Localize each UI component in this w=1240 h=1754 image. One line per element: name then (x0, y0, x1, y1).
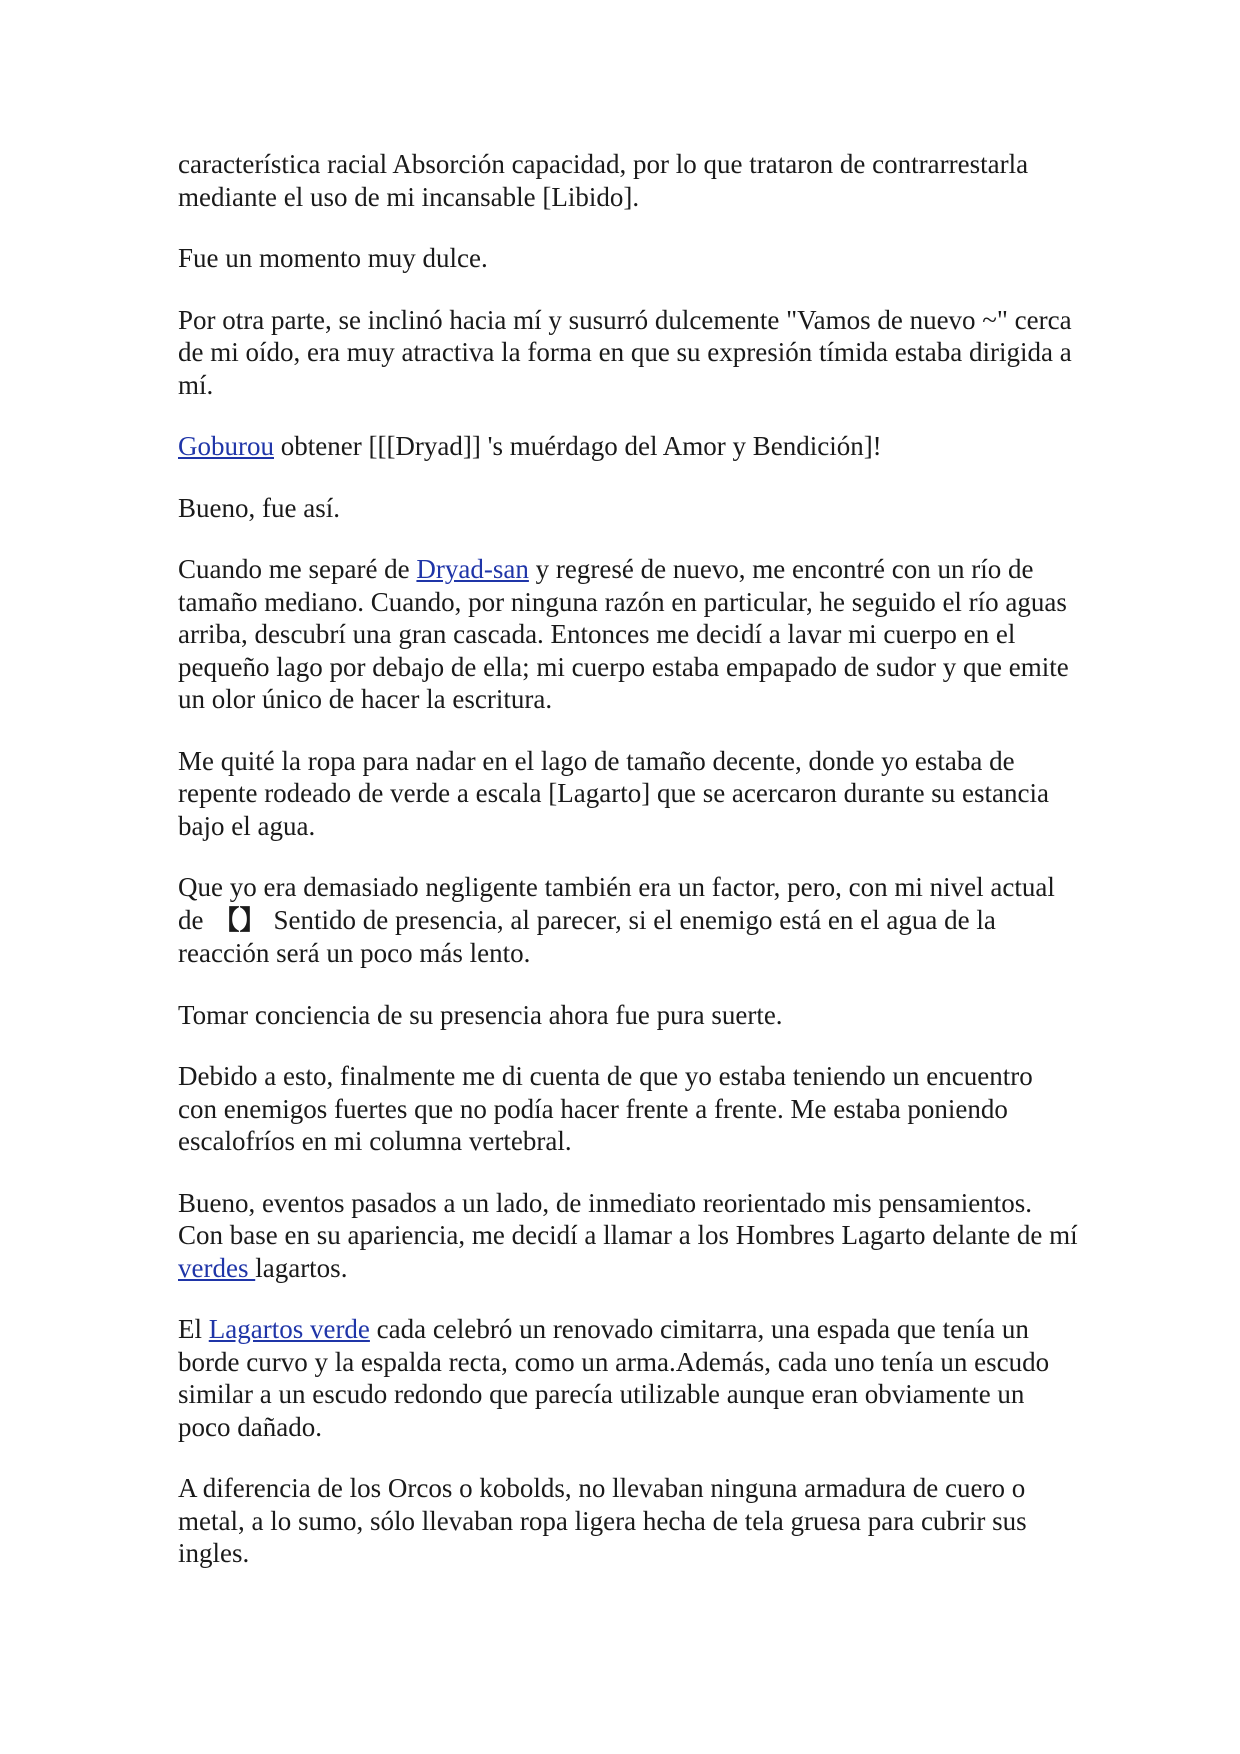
paragraph-8-text-before: Que yo era demasiado negligente también era un factor, pero, con mi nivel actual de (178, 872, 1055, 935)
paragraph-8-text-after: Sentido de presencia, al parecer, si el enemigo está en el agua de la reacción será un poco más lento. (178, 904, 996, 968)
document-page (178, 148, 1078, 1599)
paragraph-4 (178, 430, 1078, 463)
empty-skill-brackets: 【】 (213, 905, 266, 936)
paragraph-11-text-after: lagartos. (255, 1252, 348, 1283)
paragraph-8 (178, 871, 1078, 970)
paragraph-6-text-after: y regresé de nuevo, me encontré con un río de tamaño mediano. Cuando, por ninguna razón en particular, he seguido el río aguas arriba, descubrí una gran cascada. Entonces me decidí a lavar mi cuerpo en el pequeño lago por debajo de ella; mi cuerpo estaba empapado de sudor y que emite un olor único de hacer la escritura. (178, 554, 1069, 714)
paragraph-6-text-before: Cuando me separé de (178, 554, 417, 584)
dryad-san-link[interactable]: Dryad-san (416, 554, 529, 584)
paragraph-4-text: obtener [[[Dryad]] 's muérdago del Amor y Bendición]! (274, 431, 882, 461)
paragraph-2: Fue un momento muy dulce. (178, 243, 488, 273)
paragraph-10: Debido a esto, finalmente me di cuenta de que yo estaba teniendo un encuentro con enemigos fuertes que no podía hacer frente a frente. Me estaba poniendo escalofríos en mi columna vertebral. (178, 1061, 1033, 1156)
paragraph-11-text-before: Bueno, eventos pasados a un lado, de inmediato reorientado mis pensamientos. Con base en su apariencia, me decidí a llamar a los Hombres Lagarto delante de mí (178, 1187, 1078, 1250)
paragraph-12-text-after: cada celebró un renovado cimitarra, una espada que tenía un borde curvo y la espalda recta, como un arma.Además, cada uno tenía un escudo similar a un escudo redondo que parecía utilizable aunque eran obviamente un poco dañado. (178, 1314, 1050, 1442)
paragraph-5: Bueno, fue así. (178, 492, 340, 523)
paragraph-12-text-before: El (178, 1314, 209, 1344)
paragraph-7: Me quité la ropa para nadar en el lago de tamaño decente, donde yo estaba de repente rodeado de verde a escala [Lagarto] que se acercaron durante su estancia bajo el agua. (178, 745, 1050, 841)
paragraph-1: característica racial Absorción capacidad, por lo que trataron de contrarrestarla mediante el uso de mi incansable [Libido]. (178, 149, 1029, 212)
lagartos-verde-link[interactable]: Lagartos verde (208, 1314, 370, 1344)
verdes-link[interactable]: verdes (178, 1252, 256, 1283)
paragraph-6 (178, 553, 1078, 716)
paragraph-13: A diferencia de los Orcos o kobolds, no llevaban ninguna armadura de cuero o metal, a lo sumo, sólo llevaban ropa ligera hecha de tela gruesa para cubrir sus ingles. (178, 1473, 1027, 1568)
paragraph-11 (178, 1187, 1078, 1285)
paragraph-3: Por otra parte, se inclinó hacia mí y susurró dulcemente "Vamos de nuevo ~" cerca de mi oído, era muy atractiva la forma en que su expresión tímida estaba dirigida a mí. (178, 304, 1072, 400)
paragraph-9: Tomar conciencia de su presencia ahora fue pura suerte. (178, 999, 783, 1030)
goburou-link[interactable]: Goburou (178, 431, 274, 461)
paragraph-12 (178, 1313, 1078, 1443)
